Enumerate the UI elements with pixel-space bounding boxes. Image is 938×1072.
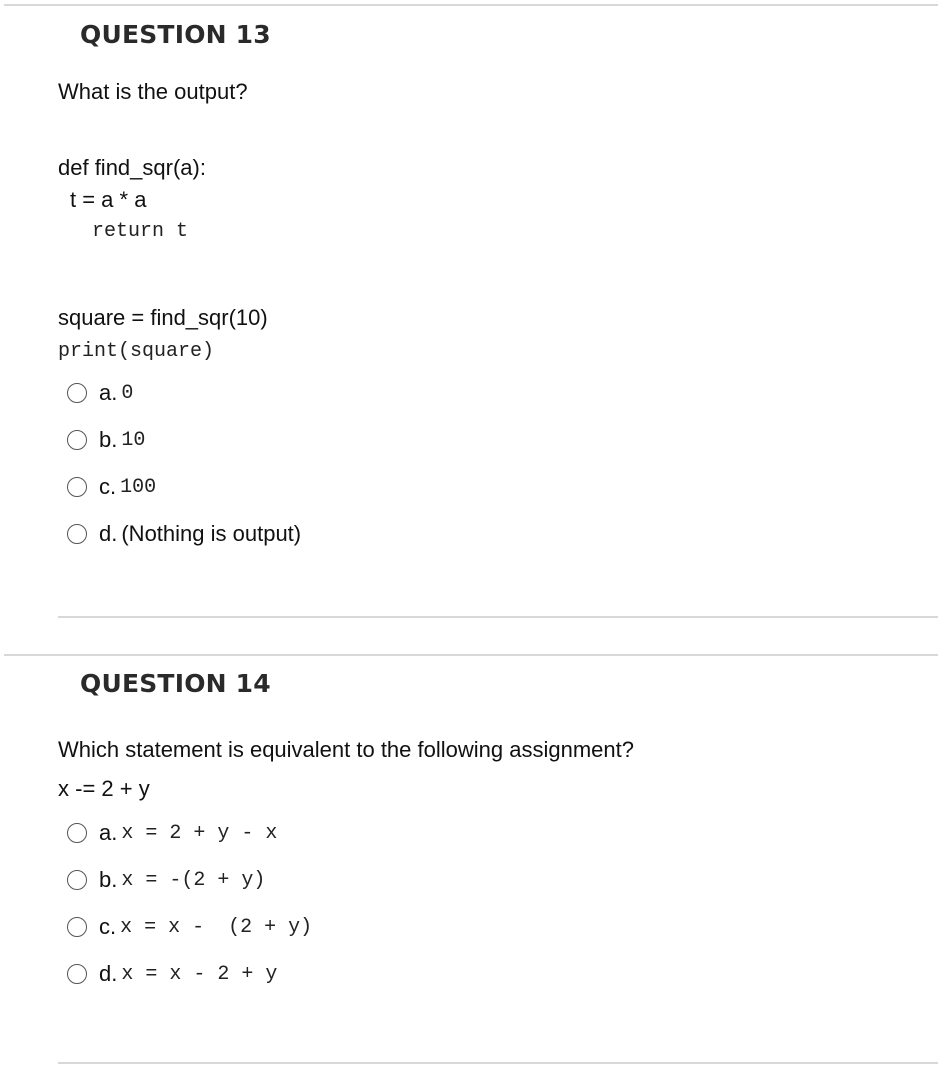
option-letter: d. — [99, 961, 118, 986]
question-13-bottom-divider — [58, 616, 938, 618]
option-text: x = x - 2 + y — [121, 962, 278, 986]
q14-option-b[interactable] — [67, 865, 265, 895]
code-line-assign: t = a * a — [70, 187, 147, 212]
option-letter: d. — [99, 521, 118, 546]
q13-option-d[interactable] — [67, 519, 301, 549]
option-text: x = x - (2 + y) — [120, 915, 313, 939]
radio-button[interactable] — [67, 917, 87, 937]
code-line-return: return t — [92, 220, 189, 243]
question-14-prompt: Which statement is equivalent to the following assignment? — [58, 737, 634, 762]
q14-option-c[interactable] — [67, 912, 312, 942]
top-divider — [4, 4, 938, 6]
radio-button[interactable] — [67, 870, 87, 890]
option-letter: b. — [99, 867, 118, 892]
option-letter: c. — [99, 914, 117, 939]
q13-option-a[interactable] — [67, 378, 133, 408]
option-letter: b. — [99, 427, 118, 452]
radio-button[interactable] — [67, 524, 87, 544]
question-13-prompt: What is the output? — [58, 79, 248, 104]
option-letter: a. — [99, 380, 118, 405]
option-text: (Nothing is output) — [121, 521, 302, 546]
q13-option-b[interactable] — [67, 425, 145, 455]
radio-button[interactable] — [67, 430, 87, 450]
question-14-heading: QUESTION 14 — [80, 669, 271, 698]
radio-button[interactable] — [67, 823, 87, 843]
option-text: x = -(2 + y) — [121, 868, 266, 892]
section-divider — [4, 654, 938, 656]
question-13-heading: QUESTION 13 — [80, 20, 271, 49]
option-text: x = 2 + y - x — [121, 821, 278, 845]
code-line-def: def find_sqr(a): — [58, 155, 206, 180]
option-letter: c. — [99, 474, 117, 499]
q14-option-a[interactable] — [67, 818, 277, 848]
option-text: 100 — [120, 475, 157, 499]
option-text: 10 — [121, 428, 146, 452]
radio-button[interactable] — [67, 383, 87, 403]
radio-button[interactable] — [67, 964, 87, 984]
q13-option-c[interactable] — [67, 472, 156, 502]
q14-option-d[interactable] — [67, 959, 277, 989]
question-14-assignment: x -= 2 + y — [58, 776, 150, 801]
option-text: 0 — [121, 381, 134, 405]
option-letter: a. — [99, 820, 118, 845]
question-14-bottom-divider — [58, 1062, 938, 1064]
radio-button[interactable] — [67, 477, 87, 497]
code-line-call: square = find_sqr(10) — [58, 305, 268, 330]
code-line-print: print(square) — [58, 340, 215, 363]
